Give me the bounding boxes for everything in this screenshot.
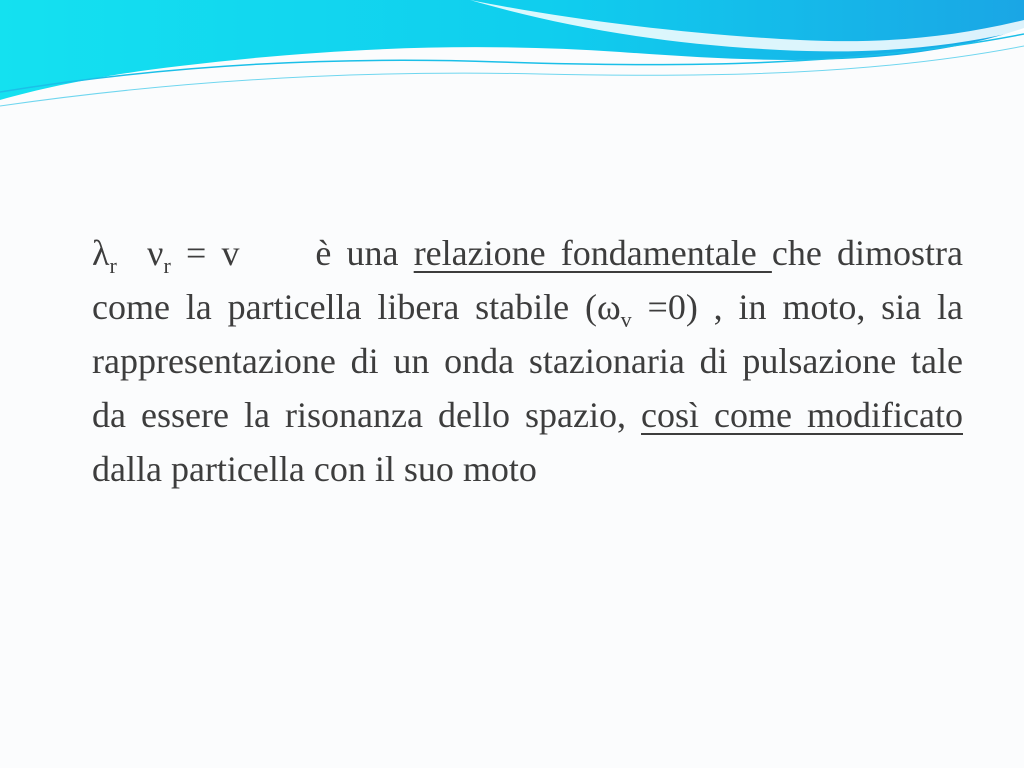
paragraph-text-3: dalla particella con il suo moto (92, 449, 537, 489)
equation-rest: = v è una (170, 233, 414, 273)
lambda-subscript: r (109, 253, 117, 278)
nu-symbol: ν (147, 233, 164, 273)
underlined-phrase-1: relazione fondamentale (413, 233, 772, 273)
paragraph-text-2: =0) , in moto, sia la rappresentazione di un onda stazionaria di pulsazione tale da essere la risonanza dello spazio, (92, 287, 963, 435)
omega-subscript: v (620, 307, 632, 332)
wave-header-decoration (0, 0, 1024, 130)
paragraph-text-1: che dimostra come la particella libera stabile (ω (92, 233, 963, 327)
nu-subscript: r (163, 253, 171, 278)
body-paragraph (92, 226, 963, 496)
lambda-symbol: λ (92, 233, 110, 273)
underlined-phrase-2: così come modificato (641, 395, 963, 435)
